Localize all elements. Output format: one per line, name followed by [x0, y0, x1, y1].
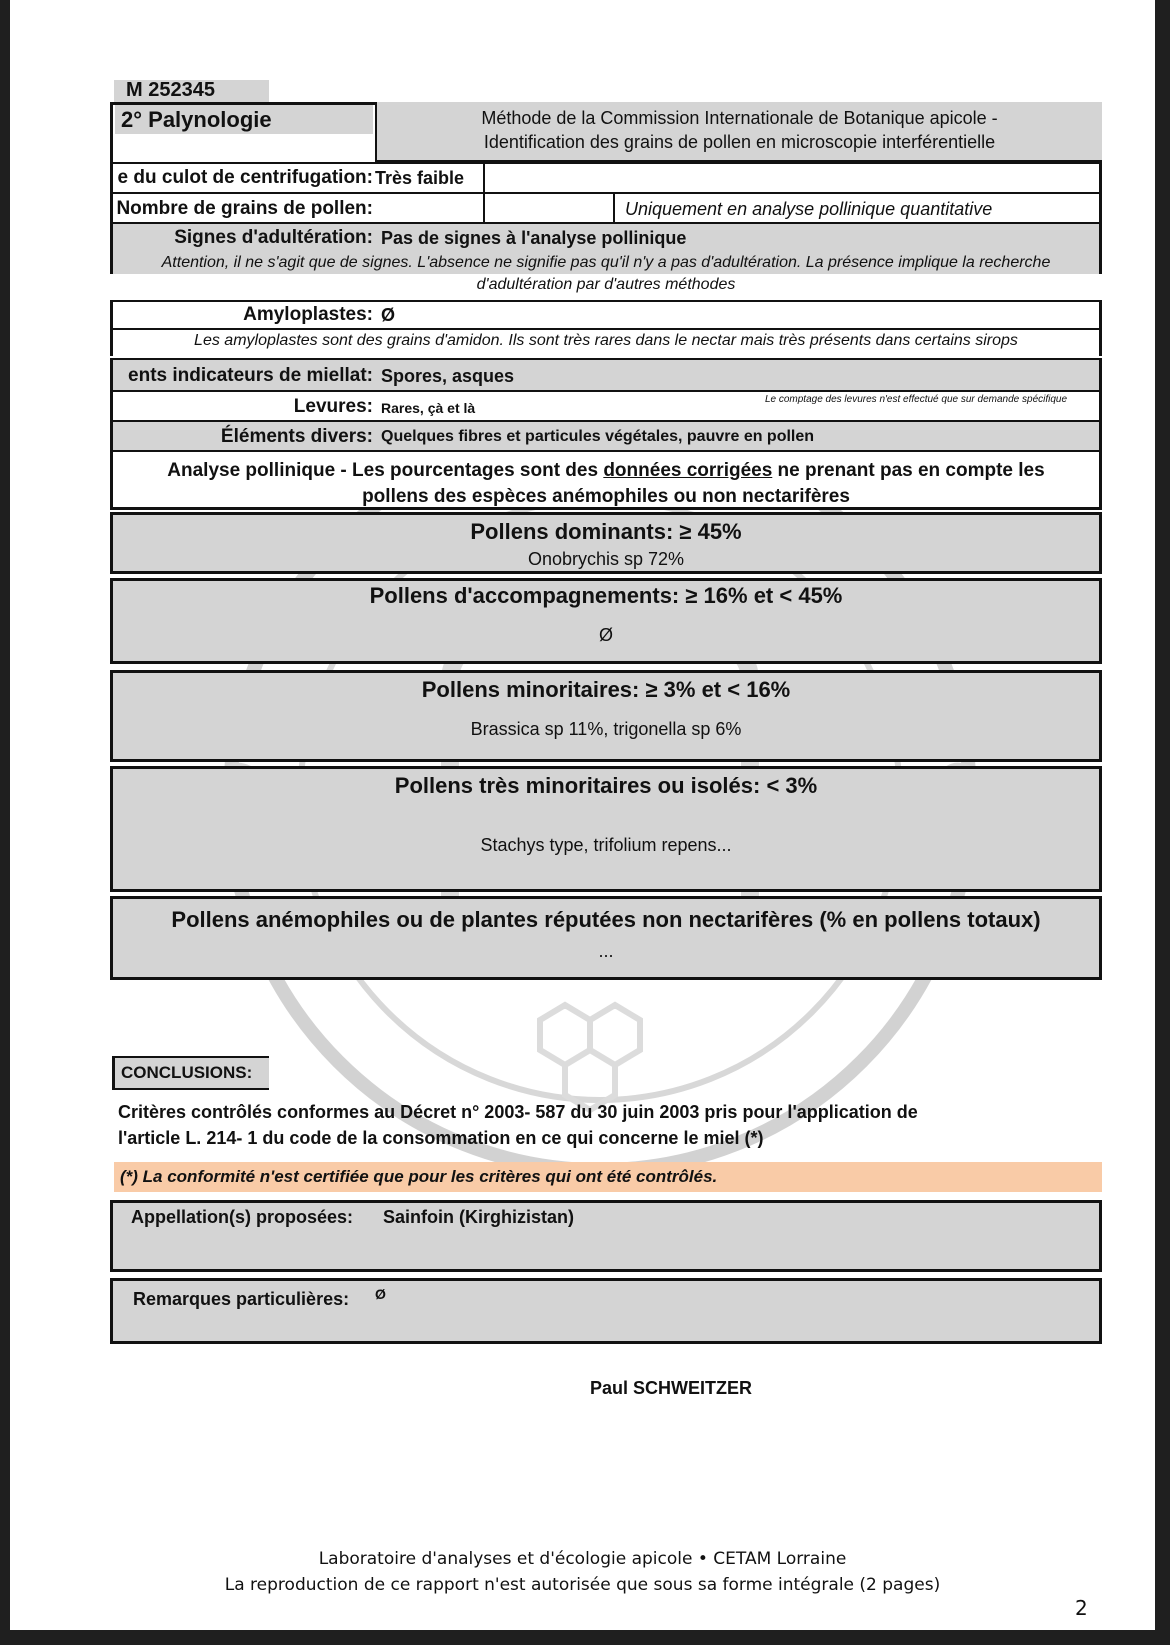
conclusions-text-line-1: Critères contrôlés conformes au Décret n° 2003- 587 du 30 juin 2003 pris pour l'application de [118, 1102, 918, 1122]
appellation-value: Sainfoin (Kirghizistan) [383, 1207, 574, 1227]
signature-name: Paul SCHWEITZER [590, 1378, 753, 1398]
miellat-label: ents indicateurs de miellat: [128, 365, 373, 386]
header-row [110, 102, 1102, 162]
page-number: 2 [1075, 1596, 1088, 1620]
method-line-1: Méthode de la Commission Internationale de Botanique apicole - [481, 108, 998, 128]
adulteration-note: Attention, il ne s'agit que de signes. L'absence ne signifie pas qu'il n'y a pas d'adultération. La présence implique la recherche d'adultération par d'autres méthodes [161, 254, 1051, 293]
levures-label: Levures: [293, 396, 373, 417]
conclusions-heading: CONCLUSIONS: [121, 1063, 253, 1082]
divers-value: Quelques fibres et particules végétales, pauvre en pollen [381, 428, 815, 445]
culot-label: e du culot de centrifugation: [117, 167, 373, 188]
section-title-accompanying: Pollens d'accompagnements: ≥ 16% et < 45% [369, 583, 843, 608]
section-title-minor: Pollens minoritaires: ≥ 3% et < 16% [421, 677, 791, 702]
analysis-intro-underlined: données corrigées [603, 460, 773, 481]
divers-label: Éléments divers: [220, 426, 373, 447]
footer-line-1 [10, 1549, 1155, 1569]
culot-row [110, 162, 1102, 192]
section-title-very-minor: Pollens très minoritaires ou isolés: < 3% [394, 773, 818, 798]
grains-label: Nombre de grains de pollen: [116, 198, 373, 219]
remarques-label: Remarques particulières: [133, 1289, 350, 1309]
conformity-warning-bar [114, 1162, 1102, 1192]
analysis-intro-text-end: ne prenant pas en compte les [772, 460, 1045, 481]
appellation-label: Appellation(s) proposées: [131, 1207, 354, 1227]
section-content-dominant: Onobrychis sp 72% [527, 549, 685, 569]
section-accompanying [110, 578, 1102, 664]
miellat-row [110, 358, 1102, 390]
amyloplastes-row [110, 300, 1102, 356]
adulteration-label: Signes d'adultération: [174, 227, 373, 248]
section-content-minor: Brassica sp 11%, trigonella sp 6% [470, 719, 742, 739]
analysis-intro-line-2: pollens des espèces anémophiles ou non nectarifères [362, 486, 850, 507]
section-content-anemophilous: ... [598, 941, 614, 961]
report-ref: M 252345 [126, 79, 215, 101]
section-title-cell [115, 105, 373, 134]
conformity-warning: (*) La conformité n'est certifiée que pour les critères qui ont été contrôlés. [120, 1167, 718, 1186]
amyloplastes-label: Amyloplastes: [243, 304, 373, 325]
conclusions-heading-box [112, 1056, 269, 1090]
section-title: 2° Palynologie [121, 107, 272, 132]
footer-cetam: CETAM Lorraine [713, 1549, 847, 1569]
section-title-anemophilous: Pollens anémophiles ou de plantes réputées non nectarifères (% en pollens totaux) [171, 907, 1041, 932]
footer-line-2: La reproduction de ce rapport n'est autorisée que sous sa forme intégrale (2 pages) [224, 1575, 941, 1595]
section-title-dominant: Pollens dominants: ≥ 45% [470, 519, 742, 544]
appellation-box [110, 1200, 1102, 1272]
section-minor [110, 670, 1102, 762]
section-content-accompanying: Ø [598, 625, 613, 645]
amyloplastes-note: Les amyloplastes sont des grains d'amidon. Ils sont très rares dans le nectar mais très présents dans certains sirops [113, 328, 1099, 352]
levures-value: Rares, çà et là [381, 400, 476, 416]
remarques-box [110, 1278, 1102, 1344]
conclusions-text-line-2: l'article L. 214- 1 du code de la consommation en ce qui concerne le miel (*) [118, 1128, 764, 1148]
grains-row [110, 192, 1102, 222]
footer-bullet: • [697, 1549, 708, 1569]
report-ref-box [114, 80, 269, 102]
adulteration-row [110, 222, 1102, 293]
section-very-minor [110, 766, 1102, 892]
report-page [10, 0, 1155, 1630]
analysis-intro-line-1 [113, 460, 1099, 482]
miellat-value: Spores, asques [381, 366, 515, 386]
grains-note: Uniquement en analyse pollinique quantitative [625, 199, 993, 219]
adulteration-value: Pas de signes à l'analyse pollinique [381, 228, 687, 248]
levures-row [110, 390, 1102, 420]
method-cell [375, 102, 1102, 162]
analysis-intro [110, 450, 1102, 510]
section-content-very-minor: Stachys type, trifolium repens... [480, 835, 732, 855]
levures-note: Le comptage des levures n'est effectué que sur demande spécifique [764, 394, 1068, 405]
culot-value: Très faible [375, 168, 465, 188]
method-line-2: Identification des grains de pollen en microscopie interférentielle [483, 132, 996, 152]
divers-row [110, 420, 1102, 450]
analysis-intro-text: Analyse pollinique - Les pourcentages sont des [167, 460, 604, 481]
amyloplastes-value: Ø [381, 305, 396, 325]
section-anemophilous [110, 896, 1102, 980]
section-dominant [110, 512, 1102, 574]
remarques-value: Ø [375, 1286, 386, 1302]
footer-lab-name: Laboratoire d'analyses et d'écologie apicole [318, 1549, 693, 1569]
